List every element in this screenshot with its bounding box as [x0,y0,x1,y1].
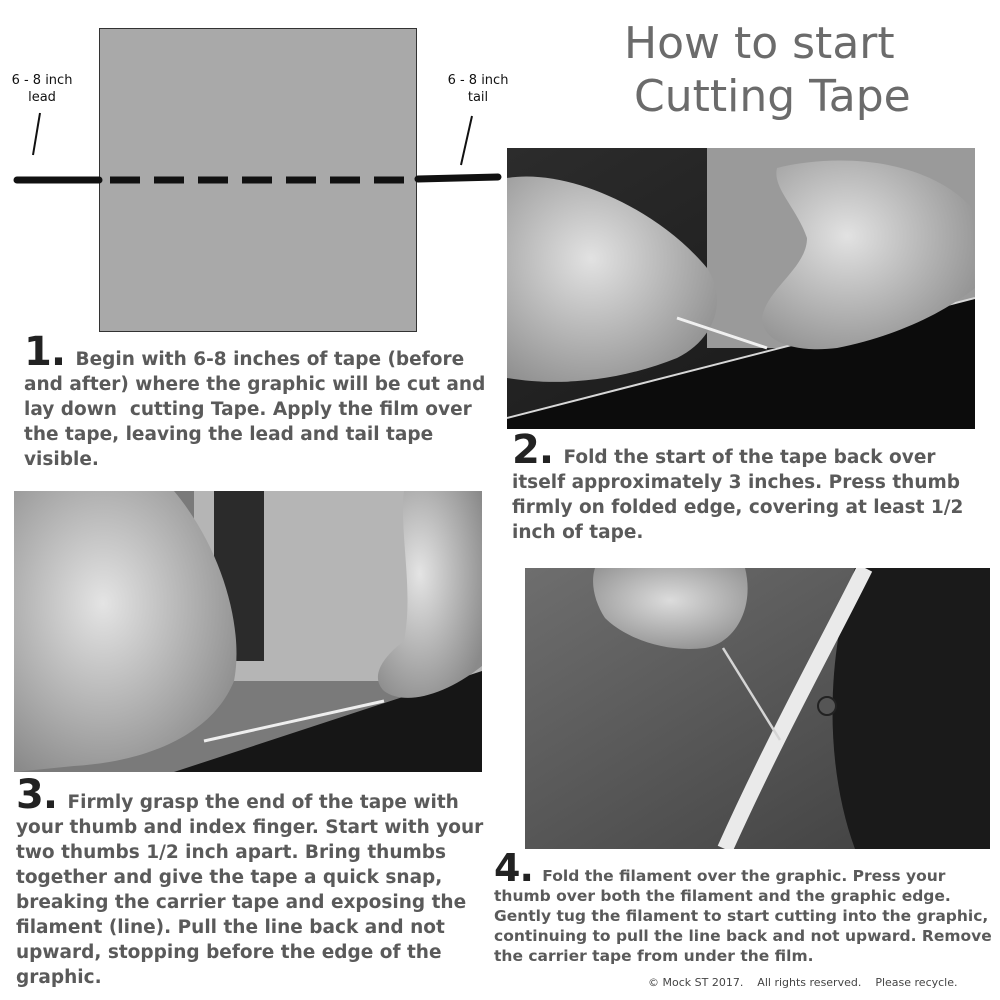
step-2 [512,427,982,545]
photo-step-4 [525,568,990,849]
step-number: 1. [24,329,66,375]
step-text-continued: Tape. Apply the film over the tape, leaving the lead and tail tape visible. [24,399,472,470]
step-text-word: cutting [129,399,205,420]
tail-label: 6 - 8 inch tail [447,73,509,105]
step-number: 2. [512,427,554,473]
tape-diagram [0,0,520,340]
step-text: Fold the filament over the graphic. Press your thumb over both the filament and the graphic edge. Gently tug the filament to start cutting into the graphic, continuing to pull the line back and not upward. Remove the carrier tape from under the film. [494,867,992,965]
step-number: 3. [16,772,58,818]
lead-label: 6 - 8 inch lead [11,73,73,105]
title-line-1: How to start [624,18,895,69]
photo-step-3 [14,491,482,772]
step-text: Fold the start of the tape back over itself approximately 3 inches. Press thumb firmly on folded edge, covering at least 1/2 inch of tape. [512,447,964,543]
page-title [600,18,990,124]
photo-step-2 [507,148,975,429]
tail-pointer [461,116,472,165]
title-line-2: Cutting Tape [634,70,911,122]
step-1 [24,329,494,472]
step-text: Firmly grasp the end of the tape with your thumb and index finger. Start with your two thumbs 1/2 inch apart. Bring thumbs together and give the tape a quick snap, breaking the carrier tape and exposing the filament (line). Pull the line back and not upward, stopping before the edge of the graphic. [16,792,484,988]
step-text: Begin with 6-8 inches of tape (before and after) where the graphic will be cut and lay down [24,349,486,420]
step-3 [16,772,496,990]
step-4 [494,846,994,966]
tape-tail-line [418,177,498,179]
copyright-footer: © Mock ST 2017. All rights reserved. Please recycle. [648,976,958,989]
lead-pointer [33,113,40,155]
step-number: 4. [494,846,533,890]
